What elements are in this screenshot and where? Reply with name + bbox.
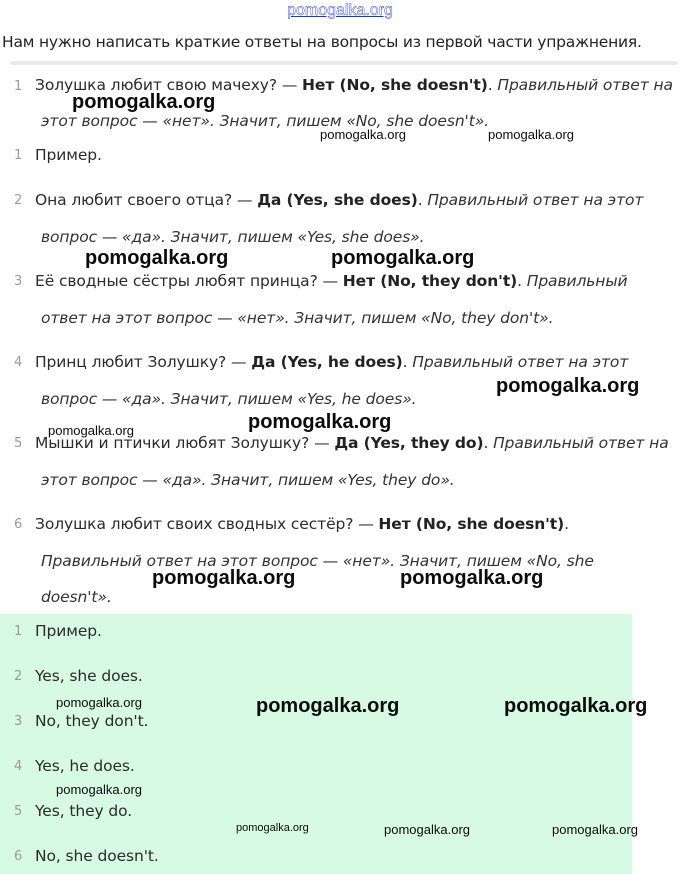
- answer-bold: Да (Yes, she does): [257, 191, 418, 209]
- divider: [10, 61, 678, 65]
- answer-number: 4: [14, 759, 23, 774]
- answer-number: 5: [14, 804, 23, 819]
- answer-number: 1: [14, 624, 23, 639]
- answer-number: 3: [14, 714, 23, 729]
- watermark: pomogalka.org: [56, 782, 142, 797]
- answer-line: No, she doesn't.: [35, 847, 159, 865]
- question-line: Золушка любит своих сводных сестёр? — Нет (No, she doesn't).: [35, 515, 569, 533]
- watermark: pomogalka.org: [331, 247, 475, 269]
- answer-line: Yes, she does.: [35, 667, 143, 685]
- watermark: pomogalka.org: [56, 695, 142, 710]
- watermark: pomogalka.org: [552, 822, 638, 837]
- question-line: Мышки и птички любят Золушку? — Да (Yes, they do). Правильный ответ на: [35, 434, 669, 452]
- answer-bold: Нет (No, she doesn't): [302, 76, 488, 94]
- watermark: pomogalka.org: [85, 247, 229, 269]
- question-line: Золушка любит свою мачеху? — Нет (No, she doesn't). Правильный ответ на: [35, 76, 673, 94]
- item-number: 3: [14, 274, 23, 289]
- item-number: 6: [14, 517, 23, 532]
- answer-bold: Да (Yes, he does): [251, 353, 403, 371]
- answer-bold: Да (Yes, they do): [334, 434, 484, 452]
- question-line: Принц любит Золушку? — Да (Yes, he does). Правильный ответ на этот: [35, 353, 629, 371]
- answers-panel: [0, 614, 632, 874]
- watermark: pomogalka.org: [400, 567, 544, 589]
- explanation-line: doesn't».: [41, 588, 112, 606]
- answer-number: 2: [14, 669, 23, 684]
- watermark: pomogalka.org: [320, 127, 406, 142]
- watermark: pomogalka.org: [152, 567, 296, 589]
- watermark: pomogalka.org: [496, 375, 640, 397]
- watermark: pomogalka.org: [504, 695, 648, 717]
- watermark: pomogalka.org: [48, 423, 134, 438]
- item-number: 5: [14, 436, 23, 451]
- watermark: pomogalka.org: [488, 127, 574, 142]
- answer-number: 6: [14, 849, 23, 864]
- intro-text: Нам нужно написать краткие ответы на вопросы из первой части упражнения.: [2, 33, 642, 51]
- answer-line: No, they don't.: [35, 712, 149, 730]
- answer-line: Yes, he does.: [35, 757, 135, 775]
- question-line: Она любит своего отца? — Да (Yes, she does). Правильный ответ на этот: [35, 191, 644, 209]
- item-number: 1: [14, 148, 23, 163]
- explanation-line: ответ на этот вопрос — «нет». Значит, пишем «No, they don't».: [41, 309, 554, 327]
- question-line: Пример.: [35, 146, 102, 164]
- item-number: 1: [14, 79, 23, 94]
- answer-line: Пример.: [35, 622, 102, 640]
- answer-bold: Нет (No, they don't): [342, 272, 518, 290]
- explanation-line: вопрос — «да». Значит, пишем «Yes, she does».: [41, 228, 425, 246]
- watermark: pomogalka.org: [72, 91, 216, 113]
- explanation-line: Правильный ответ на этот вопрос — «нет». Значит, пишем «No, she: [41, 552, 594, 570]
- watermark: pomogalka.org: [248, 411, 392, 433]
- item-number: 2: [14, 193, 23, 208]
- answer-line: Yes, they do.: [35, 802, 133, 820]
- answer-bold: Нет (No, she doesn't): [378, 515, 565, 533]
- watermark: pomogalka.org: [236, 822, 309, 834]
- site-link[interactable]: pomogalka.org: [287, 2, 393, 19]
- explanation-line: этот вопрос — «да». Значит, пишем «Yes, they do».: [41, 471, 455, 489]
- watermark: pomogalka.org: [384, 822, 470, 837]
- item-number: 4: [14, 355, 23, 370]
- explanation-line: этот вопрос — «нет». Значит, пишем «No, she doesn't».: [41, 112, 489, 130]
- watermark: pomogalka.org: [256, 695, 400, 717]
- explanation-line: вопрос — «да». Значит, пишем «Yes, he does».: [41, 390, 417, 408]
- question-line: Её сводные сёстры любят принца? — Нет (No, they don't). Правильный: [35, 272, 628, 290]
